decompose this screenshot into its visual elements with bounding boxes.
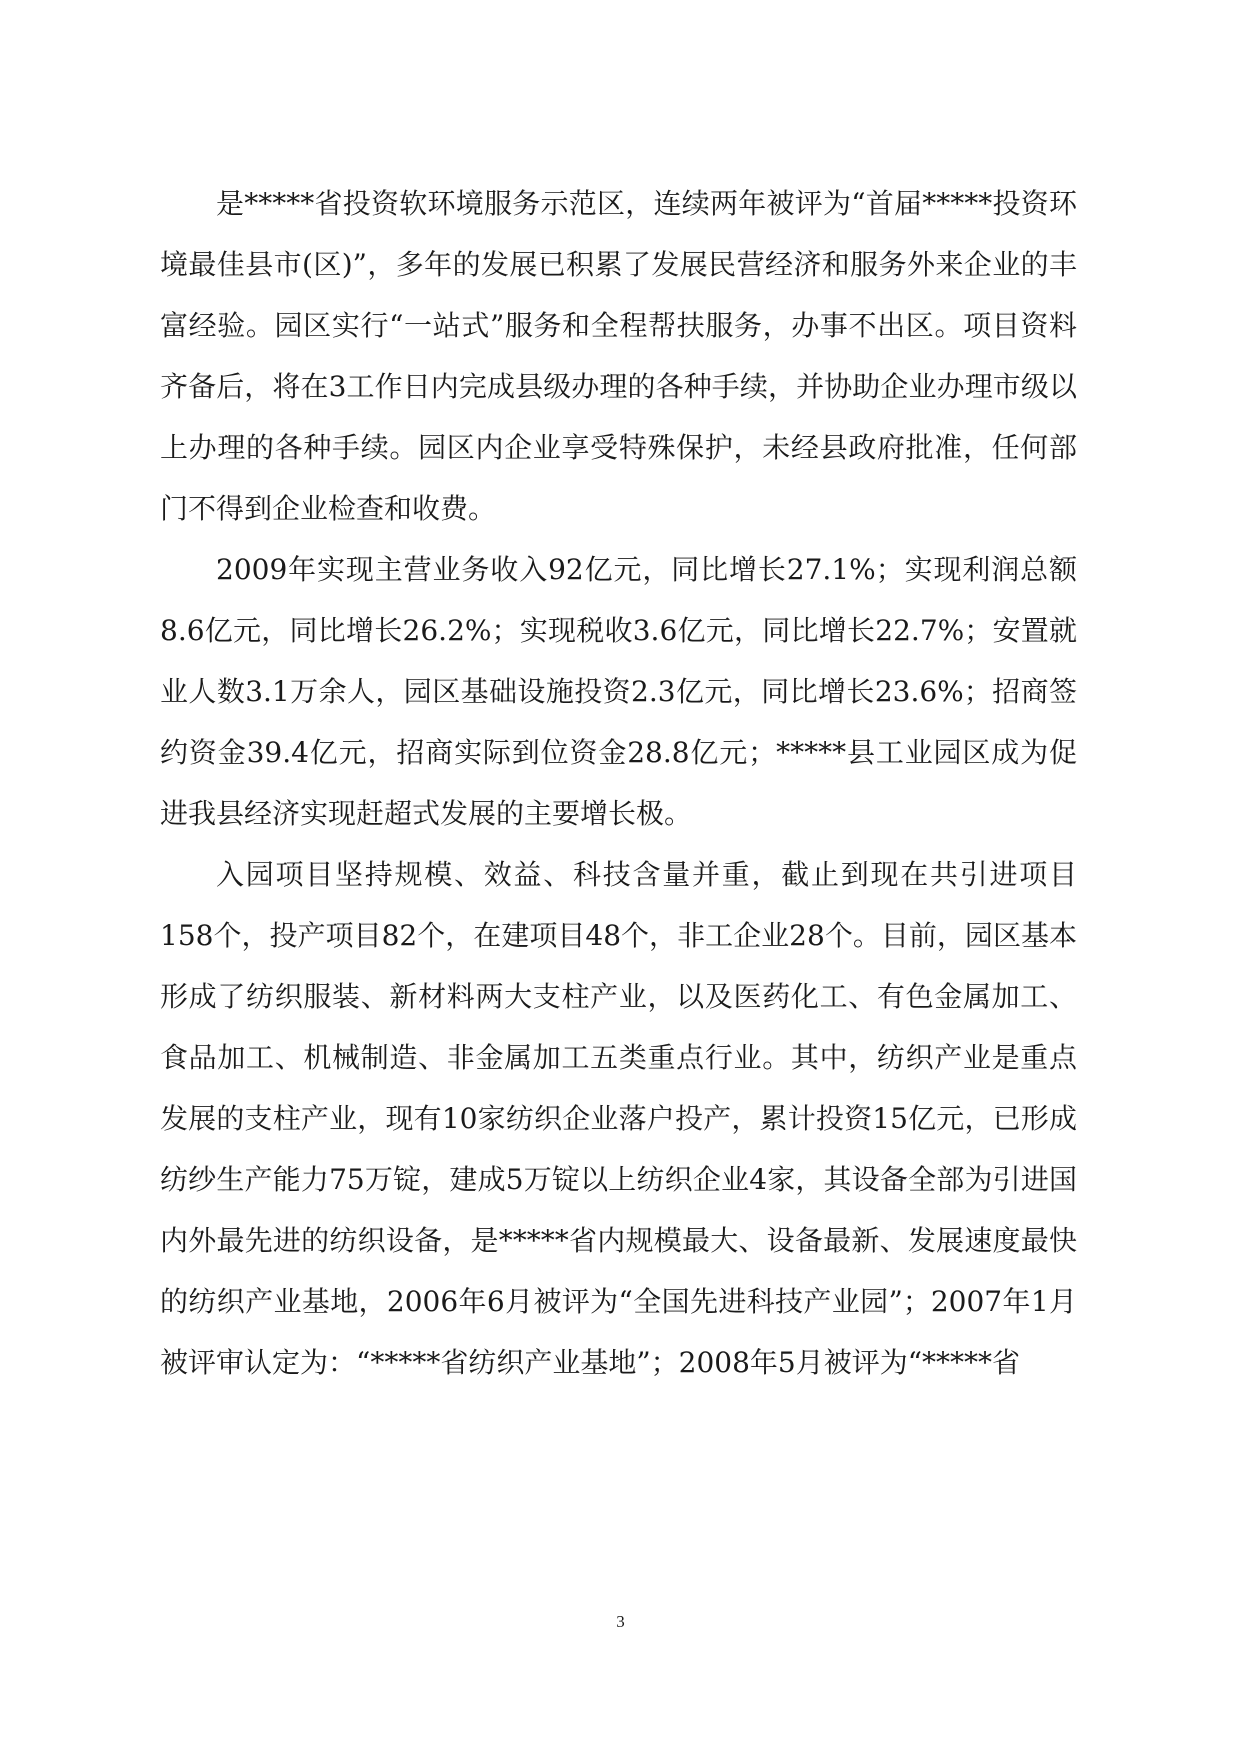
paragraph-investment-environment: 是*****省投资软环境服务示范区，连续两年被评为“首届*****投资环境最佳县市(区)”，多年的发展已积累了发展民营经济和服务外来企业的丰富经验。园区实行“一站式”服务和全程帮扶服务，办事不出区。项目资料齐备后，将在3工作日内完成县级办理的各种手续，并协助企业办理市级以上办理的各种手续。园区内企业享受特殊保护，未经县政府批准，任何部门不得到企业检查和收费。 (160, 187, 1077, 525)
page-number: 3 (616, 1612, 625, 1631)
paragraph-projects-industries: 入园项目坚持规模、效益、科技含量并重，截止到现在共引进项目158个，投产项目82个，在建项目48个，非工企业28个。目前，园区基本形成了纺织服装、新材料两大支柱产业，以及医药化工、有色金属加工、食品加工、机械制造、非金属加工五类重点行业。其中，纺织产业是重点发展的支柱产业，现有10家纺织企业落户投产，累计投资15亿元，已形成纺纱生产能力75万锭，建成5万锭以上纺织企业4家，其设备全部为引进国内外最先进的纺织设备，是*****省内规模最大、设备最新、发展速度最快的纺织产业基地，2006年6月被评为“全国先进科技产业园”；2007年1月被评审认定为：“*****省纺织产业基地”；2008年5月被评为“*****省 (160, 858, 1077, 1379)
paragraph-2009-results: 2009年实现主营业务收入92亿元，同比增长27.1%；实现利润总额8.6亿元，同比增长26.2%；实现税收3.6亿元，同比增长22.7%；安置就业人数3.1万余人，园区基础设施投资2.3亿元，同比增长23.6%；招商签约资金39.4亿元，招商实际到位资金28.8亿元；*****县工业园区成为促进我县经济实现赶超式发展的主要增长极。 (160, 553, 1077, 830)
document-body (160, 173, 1077, 1393)
